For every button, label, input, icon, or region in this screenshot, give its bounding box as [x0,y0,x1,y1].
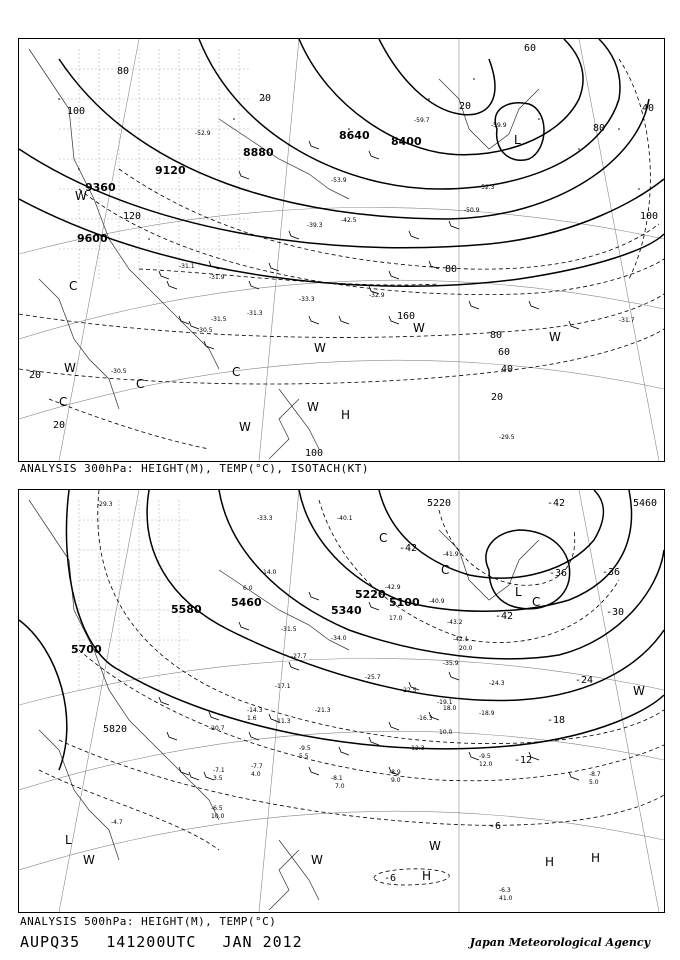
height-label: 9120 [155,164,186,177]
dewpoint-label: 17.0 [389,615,403,622]
temp-label: -11.3 [275,718,291,725]
temp-label: -42.5 [341,217,357,224]
dewpoint-label: 5.0 [589,779,599,786]
temp-label: -18.9 [479,710,495,717]
cold-marker: C [69,279,78,293]
map-500-svg [19,490,664,912]
height-label: 5580 [171,603,202,616]
isotherm-label: -36 [602,567,621,578]
station-dots [58,78,640,240]
caption-300hpa: ANALYSIS 300hPa: HEIGHT(M), TEMP(°C), ISOTACH(KT) [20,462,370,475]
cold-marker: C [532,595,541,609]
temp-label: -30.5 [111,368,127,375]
height-label: 5700 [71,643,102,656]
temp-label: -50.9 [464,207,480,214]
isotherm-label: -18 [547,715,566,726]
temp-label: -22.5 [401,687,417,694]
isotach-label: 20 [459,101,472,112]
temp-label: -39.3 [307,222,323,229]
caption-500hpa: ANALYSIS 500hPa: HEIGHT(M), TEMP(°C) [20,915,277,928]
temp-label: -8.1 [331,775,343,782]
low-marker: L [515,585,522,599]
dewpoint-label: 10.0 [211,813,225,820]
agency-name: Japan Meteorological Agency [469,936,650,949]
height-label: 9600 [77,232,108,245]
temp-label: -31.7 [619,317,635,324]
isotherm-contours [39,490,664,885]
temp-label: -17.1 [275,683,291,690]
temp-label: -59.7 [414,117,430,124]
temp-label: -33.3 [257,515,273,522]
coastline [29,500,539,910]
dewpoint-label: 18.0 [443,705,457,712]
temp-label: -6.5 [211,805,223,812]
dewpoint-label: 6.0 [243,585,253,592]
isotach-label: 20 [259,93,272,104]
isotherm-label: -42 [399,543,418,554]
warm-marker: W [64,361,76,375]
isotach-label: 20 [491,392,504,403]
temp-label: -31.5 [281,626,297,633]
temp-label: -40.9 [429,598,445,605]
temp-label: -12.3 [409,745,425,752]
temp-label: -27.7 [291,653,307,660]
warm-marker: W [549,330,561,344]
cold-marker: C [441,563,450,577]
temp-label: -34.0 [331,635,347,642]
temp-label: -7.1 [213,767,225,774]
cold-marker: C [232,365,241,379]
warm-marker: W [239,420,251,434]
isotach-label: 20 [53,420,66,431]
temp-label: -30.5 [197,327,213,334]
isotach-label: 80 [490,330,503,341]
temp-label: -40.1 [337,515,353,522]
temp-label: -7.7 [251,763,263,770]
isotach-contours [19,59,664,449]
temp-label: -20.7 [209,725,225,732]
graticule [19,39,664,461]
warm-marker: W [413,321,425,335]
isotach-label: 100 [67,106,86,117]
temp-label: -42.9 [385,584,401,591]
low-marker: L [514,133,521,147]
isotach-label: 80 [117,66,130,77]
cold-marker: C [59,395,68,409]
isotherm-label: -30 [606,607,625,618]
system-markers [65,531,645,883]
height-label: 8400 [391,135,422,148]
isotherm-label: -6 [384,873,397,884]
height-labels [77,129,422,245]
height-label: 5220 [355,588,386,601]
temp-label: -52.9 [195,130,211,137]
temp-label: -14.3 [247,707,263,714]
isotach-label: 20 [29,370,42,381]
low-marker: L [65,833,72,847]
height-label: 5220 [427,498,452,509]
isotherm-label: -12 [514,755,533,766]
isotherm-label: -36 [549,568,568,579]
warm-marker: W [314,341,326,355]
dewpoint-label: 41.0 [499,895,513,902]
warm-marker: W [429,839,441,853]
temp-label: -53.9 [331,177,347,184]
temp-label: -25.7 [365,674,381,681]
high-marker: H [341,408,351,422]
isotherm-label: -6 [489,821,502,832]
isotach-label: 120 [123,211,142,222]
dewpoint-label: 10.0 [439,729,453,736]
high-marker: H [422,869,432,883]
dewpoint-label: 14.0 [263,569,277,576]
isotach-labels [29,43,658,459]
height-label: 5460 [231,596,262,609]
height-label: 5820 [103,724,128,735]
isotherm-label: -42 [495,611,514,622]
temp-label: -9.5 [299,745,311,752]
dewpoint-label: 20.0 [459,645,473,652]
temp-label: -29.5 [499,434,515,441]
dewpoint-label: 7.0 [335,783,345,790]
chart-identifier [20,933,329,951]
grid-mesh [79,500,189,690]
warm-marker: W [311,853,323,867]
temp-label: -8.7 [589,771,601,778]
warm-marker: W [83,853,95,867]
dewpoint-label: 9.0 [391,777,401,784]
isotach-label: 80 [445,264,458,275]
temp-label: -43.2 [447,619,463,626]
isotach-label: 160 [397,311,416,322]
dewpoint-label: 3.5 [213,775,223,782]
warm-marker: W [75,189,87,203]
temp-label: -31.3 [247,310,263,317]
isotach-label: 40 [642,103,655,114]
warm-marker: W [307,400,319,414]
temp-label: -31.9 [209,274,225,281]
warm-marker: W [633,684,645,698]
temp-label: -31.5 [211,316,227,323]
temp-label: -9.5 [479,753,491,760]
temp-label: -42.1 [453,636,469,643]
isotach-label: 80 [593,123,606,134]
temp-label: -8.9 [389,769,401,776]
chart-code: AUPQ35 [20,933,81,951]
height-label: 5460 [633,498,658,509]
temp-label: -19.1 [437,699,453,706]
isotherm-label: -24 [575,675,594,686]
temp-label: -16.3 [417,715,433,722]
high-marker: H [591,851,601,865]
height-label: 8880 [243,146,274,159]
height-label: 5100 [389,596,420,609]
isotach-label: 40 [501,364,514,375]
dewpoint-label: 5.5 [299,753,309,760]
cold-marker: C [379,531,388,545]
cold-marker: C [136,377,145,391]
analysis-500hpa-map [18,489,665,913]
isotach-label: 60 [498,347,511,358]
temp-label: -24.3 [489,680,505,687]
isotach-label: 100 [305,448,324,459]
graticule [19,490,664,912]
chart-date: JAN 2012 [222,933,303,951]
height-label: 9360 [85,181,116,194]
analysis-300hpa-map [18,38,665,462]
temp-label: -32.9 [369,292,385,299]
high-marker: H [545,855,555,869]
temp-label: -31.1 [179,263,195,270]
wind-barbs [159,592,579,780]
height-label: 5340 [331,604,362,617]
temp-label: -29.3 [97,501,113,508]
temp-label: -35.9 [443,660,459,667]
temp-label: -41.9 [443,551,459,558]
dewpoint-label: 1.6 [247,715,257,722]
isotherm-label: -42 [547,498,566,509]
map-300-svg [19,39,664,461]
dewpoint-label: 4.0 [251,771,261,778]
dewpoint-label: 12.0 [479,761,493,768]
temp-label: -4.7 [111,819,123,826]
temp-label: -52.3 [479,184,495,191]
isotach-label: 60 [524,43,537,54]
height-label: 8640 [339,129,370,142]
temp-label: -6.3 [499,887,511,894]
chart-time: 141200UTC [106,933,197,951]
temp-label: -59.9 [491,122,507,129]
temp-label: -33.3 [299,296,315,303]
isotach-label: 100 [640,211,659,222]
dewpoint-labels [211,569,599,902]
temp-label: -21.3 [315,707,331,714]
